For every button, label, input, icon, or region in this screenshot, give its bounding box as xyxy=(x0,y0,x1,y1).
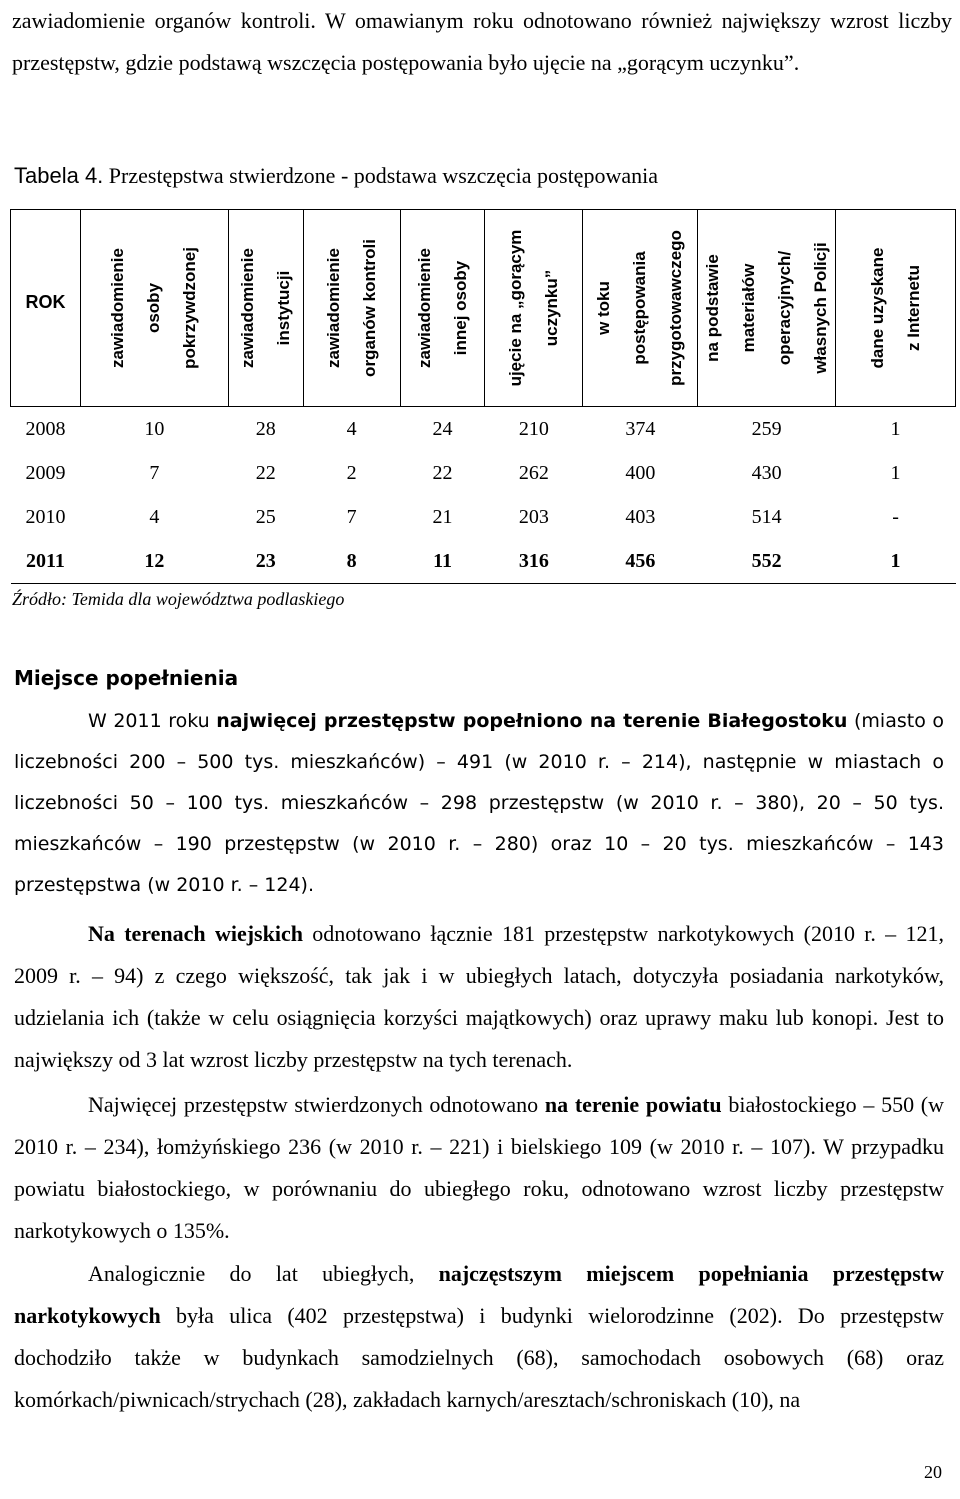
intro-paragraph xyxy=(12,0,952,84)
cell: 7 xyxy=(149,461,160,484)
table-header-row xyxy=(11,210,956,407)
p4-text-a: Analogicznie do lat ubiegłych, xyxy=(88,1261,439,1286)
cell: 25 xyxy=(255,505,276,528)
table-row xyxy=(11,407,956,452)
header-rok: ROK xyxy=(11,210,81,407)
cell: 12 xyxy=(80,539,228,584)
table-caption xyxy=(14,163,658,189)
cell: 22 xyxy=(432,461,453,484)
cell: 259 xyxy=(751,417,782,440)
cell: 2010 xyxy=(25,505,66,528)
table-source: Źródło: Temida dla województwa podlaskiego xyxy=(12,589,345,609)
p3-text-a: Najwięcej przestępstw stwierdzonych odnotowano xyxy=(88,1092,545,1117)
header-internet: dane uzyskane z Internetu xyxy=(836,210,956,407)
cell: 7 xyxy=(346,505,357,528)
cell: 23 xyxy=(228,539,303,584)
cell: 552 xyxy=(698,539,836,584)
table-row xyxy=(11,451,956,495)
p1-text-a: W 2011 roku xyxy=(88,710,217,732)
p3-bold: na terenie powiatu xyxy=(544,1092,722,1117)
p3-text-c: białostockiego – 550 (w 2010 r. – 234), łomżyńskiego 236 (w 2010 r. – 221) i bielskiego 109 (w 2010 r. – 107). W przypadku powiatu białostockiego, w porównaniu do ubiegłego roku, odnotowano wzrost liczby przestępstw narkotykowych o 135%. xyxy=(14,1092,944,1243)
cell: 2008 xyxy=(25,417,66,440)
cell: 4 xyxy=(346,417,357,440)
header-materialy-operacyjne: na podstawie materiałów operacyjnych/ własnych Policji xyxy=(698,210,836,407)
cell: 2009 xyxy=(25,461,66,484)
cell: 430 xyxy=(751,461,782,484)
table-row xyxy=(11,495,956,539)
crime-table xyxy=(10,209,956,584)
cell: 403 xyxy=(625,505,656,528)
cell: 28 xyxy=(255,417,276,440)
cell: 8 xyxy=(303,539,400,584)
cell: 21 xyxy=(432,505,453,528)
cell: 4 xyxy=(149,505,160,528)
cell: 514 xyxy=(751,505,782,528)
header-zawiadomienie-innej: zawiadomienie innej osoby xyxy=(400,210,485,407)
cell: 262 xyxy=(518,461,549,484)
cell: 1 xyxy=(836,539,956,584)
p1-bold: najwięcej przestępstw popełniono na terenie Białegostoku xyxy=(216,710,848,732)
p4-bold: najczęstszym miejscem popełniania przestępstw narkotykowych xyxy=(14,1261,944,1328)
header-w-toku: w toku postępowania przygotowawczego xyxy=(583,210,698,407)
cell: 456 xyxy=(583,539,698,584)
paragraph-bialystok xyxy=(14,701,944,906)
paragraph-rural xyxy=(14,913,944,1081)
cell: 1 xyxy=(890,461,901,484)
cell: - xyxy=(892,505,899,528)
p1-text-c: (miasto o liczebności 200 – 500 tys. mieszkańców) – 491 (w 2010 r. – 214), następnie w miastach o liczebności 50 – 100 tys. mieszkańców – 298 przestępstw (w 2010 r. – 380), 20 – 50 tys. mieszkańców – 190 przestępstw (w 2010 r. – 280) oraz 10 – 20 tys. mieszkańców – 143 przestępstwa (w 2010 r. – 124). xyxy=(14,710,944,896)
header-zawiadomienie-organow: zawiadomienie organów kontroli xyxy=(303,210,400,407)
cell: 2 xyxy=(346,461,357,484)
cell: 22 xyxy=(255,461,276,484)
intro-text: zawiadomienie organów kontroli. W omawianym roku odnotowano również największy wzrost liczby przestępstw, gdzie podstawą wszczęcia postępowania było ujęcie na „gorącym uczynku”. xyxy=(12,8,952,75)
header-zawiadomienie-osoby: zawiadomienie osoby pokrzywdzonej xyxy=(80,210,228,407)
header-zawiadomienie-instytucji: zawiadomienie instytucji xyxy=(228,210,303,407)
cell: 210 xyxy=(518,417,549,440)
paragraph-places xyxy=(14,1253,944,1421)
cell: 10 xyxy=(144,417,165,440)
header-goracy-uczynek: ujęcie na „gorącym uczynku” xyxy=(485,210,583,407)
cell: 2011 xyxy=(11,539,81,584)
cell: 316 xyxy=(485,539,583,584)
p2-text: odnotowano łącznie 181 przestępstw narkotykowych (2010 r. – 121, 2009 r. – 94) z czego większość, tak jak i w ubiegłych latach, dotyczyła posiadania narkotyków, udzielania ich (także w celu osiągnięcia korzyści majątkowych) oraz uprawy maku lub konopi. Jest to największy od 3 lat wzrost liczby przestępstw na tych terenach. xyxy=(14,921,944,1072)
cell: 203 xyxy=(518,505,549,528)
page-number: 20 xyxy=(924,1462,942,1482)
table-caption-label: Tabela 4. xyxy=(14,163,104,188)
cell: 1 xyxy=(890,417,901,440)
cell: 11 xyxy=(400,539,485,584)
paragraph-powiat xyxy=(14,1084,944,1252)
section-heading: Miejsce popełnienia xyxy=(14,666,239,690)
p2-bold: Na terenach wiejskich xyxy=(88,921,303,946)
cell: 374 xyxy=(625,417,656,440)
table-row xyxy=(11,539,956,584)
table-caption-title: Przestępstwa stwierdzone - podstawa wszczęcia postępowania xyxy=(108,163,658,188)
cell: 400 xyxy=(625,461,656,484)
cell: 24 xyxy=(432,417,453,440)
p4-text-c: była ulica (402 przestępstwa) i budynki wielorodzinne (202). Do przestępstw dochodziło także w budynkach samodzielnych (68), samochodach osobowych (68) oraz komórkach/piwnicach/strychach (28), zakładach karnych/aresztach/schroniskach (10), na xyxy=(14,1303,944,1412)
